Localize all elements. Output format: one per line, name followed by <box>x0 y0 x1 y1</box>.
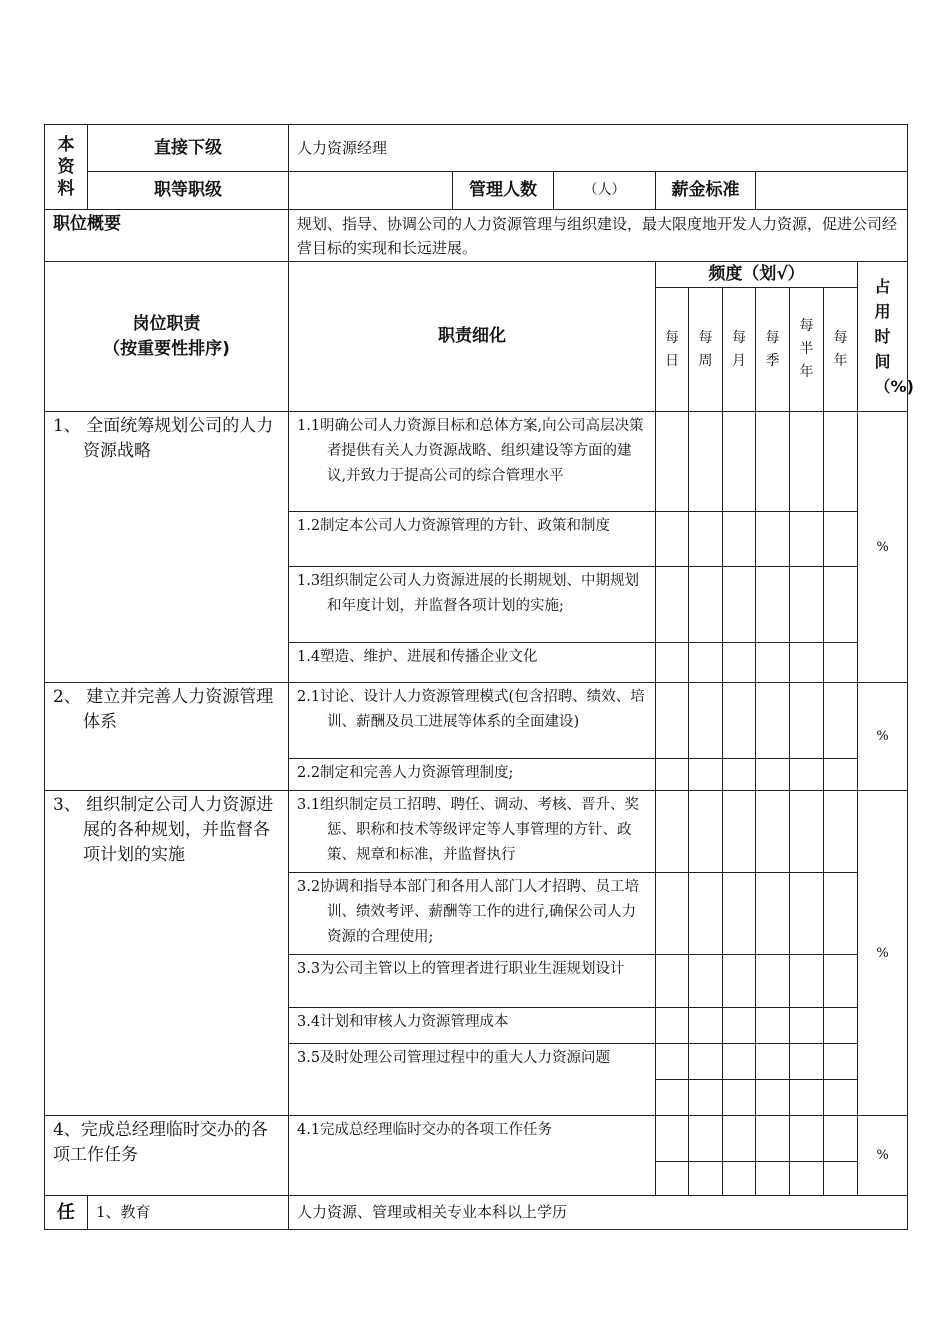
duty-2-title: 2、 建立并完善人力资源管理体系 <box>45 683 289 791</box>
freq-cell[interactable] <box>656 643 689 683</box>
freq-cell[interactable] <box>723 412 756 512</box>
freq-cell[interactable] <box>790 873 824 955</box>
duty-1-detail-1: 1.1明确公司人力资源目标和总体方案,向公司高层决策者提供有关人力资源战略、组织建设等方面的建议,并致力于提高公司的综合管理水平 <box>289 412 656 512</box>
duty-4-title: 4、完成总经理临时交办的各项工作任务 <box>45 1116 289 1196</box>
freq-cell[interactable] <box>689 683 723 759</box>
freq-cell[interactable] <box>656 1044 689 1080</box>
freq-cell[interactable] <box>790 512 824 567</box>
freq-cell[interactable] <box>790 791 824 873</box>
freq-halfyear-header: 每半年 <box>790 288 824 412</box>
freq-cell[interactable] <box>824 643 858 683</box>
freq-cell[interactable] <box>824 1080 858 1116</box>
freq-cell[interactable] <box>790 1162 824 1196</box>
freq-cell[interactable] <box>790 955 824 1008</box>
freq-cell[interactable] <box>790 1116 824 1162</box>
duty-4-percent[interactable]: % <box>858 1116 908 1196</box>
duty-2-detail-2: 2.2制定和完善人力资源管理制度; <box>289 759 656 791</box>
freq-cell[interactable] <box>723 1044 756 1080</box>
freq-cell[interactable] <box>824 683 858 759</box>
duty-column-subtitle: （按重要性排序) <box>103 338 230 359</box>
job-description-table <box>44 124 914 1230</box>
freq-cell[interactable] <box>656 955 689 1008</box>
education-value: 人力资源、管理或相关专业本科以上学历 <box>289 1196 908 1230</box>
freq-cell[interactable] <box>756 759 790 791</box>
salary-label: 薪金标准 <box>656 172 756 210</box>
freq-cell[interactable] <box>824 759 858 791</box>
grade-value <box>289 172 453 210</box>
freq-cell[interactable] <box>656 512 689 567</box>
freq-cell[interactable] <box>790 1008 824 1044</box>
qualification-side-label: 任 <box>45 1196 88 1230</box>
freq-cell[interactable] <box>723 759 756 791</box>
duty-1-detail-4: 1.4塑造、维护、进展和传播企业文化 <box>289 643 656 683</box>
freq-cell[interactable] <box>824 1116 858 1162</box>
freq-cell[interactable] <box>756 643 790 683</box>
freq-cell[interactable] <box>689 1044 723 1080</box>
freq-cell[interactable] <box>790 1080 824 1116</box>
freq-cell[interactable] <box>723 643 756 683</box>
freq-cell[interactable] <box>689 1008 723 1044</box>
freq-cell[interactable] <box>656 759 689 791</box>
duty-column-title: 岗位职责 <box>132 313 201 334</box>
freq-cell[interactable] <box>723 1116 756 1162</box>
freq-cell[interactable] <box>824 1044 858 1080</box>
freq-cell[interactable] <box>723 567 756 643</box>
freq-cell[interactable] <box>824 955 858 1008</box>
detail-column-header: 职责细化 <box>289 262 656 412</box>
duty-3-detail-5: 3.5及时处理公司管理过程中的重大人力资源问题 <box>289 1044 656 1116</box>
duty-3-title: 3、 组织制定公司人力资源进展的各种规划，并监督各项计划的实施 <box>45 791 289 1116</box>
freq-cell[interactable] <box>824 791 858 873</box>
duty-1-detail-2: 1.2制定本公司人力资源管理的方针、政策和制度 <box>289 512 656 567</box>
freq-cell[interactable] <box>723 512 756 567</box>
freq-cell[interactable] <box>689 1162 723 1196</box>
freq-cell[interactable] <box>824 412 858 512</box>
freq-cell[interactable] <box>790 1044 824 1080</box>
freq-cell[interactable] <box>689 567 723 643</box>
duty-1-detail-3: 1.3组织制定公司人力资源进展的长期规划、中期规划和年度计划，并监督各项计划的实施; <box>289 567 656 643</box>
freq-cell[interactable] <box>656 1162 689 1196</box>
freq-cell[interactable] <box>790 683 824 759</box>
freq-cell[interactable] <box>756 873 790 955</box>
duty-column-header <box>45 262 289 412</box>
freq-cell[interactable] <box>689 791 723 873</box>
freq-cell[interactable] <box>656 683 689 759</box>
freq-cell[interactable] <box>756 1044 790 1080</box>
freq-cell[interactable] <box>756 412 790 512</box>
freq-cell[interactable] <box>656 412 689 512</box>
duty-3-detail-2: 3.2协调和指导本部门和各用人部门人才招聘、员工培训、绩效考评、薪酬等工作的进行,确保公司人力资源的合理使用; <box>289 873 656 955</box>
freq-weekly-header: 每周 <box>689 288 723 412</box>
freq-cell[interactable] <box>689 512 723 567</box>
duty-3-detail-3: 3.3为公司主管以上的管理者进行职业生涯规划设计 <box>289 955 656 1008</box>
duty-3-percent[interactable]: % <box>858 791 908 1116</box>
freq-cell[interactable] <box>756 955 790 1008</box>
duty-2-detail-1: 2.1讨论、设计人力资源管理模式(包含招聘、绩效、培训、薪酬及员工进展等体系的全面建设) <box>289 683 656 759</box>
freq-cell[interactable] <box>723 1080 756 1116</box>
freq-cell[interactable] <box>723 873 756 955</box>
freq-monthly-header: 每月 <box>723 288 756 412</box>
freq-cell[interactable] <box>723 1008 756 1044</box>
duty-3-detail-1: 3.1组织制定员工招聘、聘任、调动、考核、晋升、奖惩、职称和技术等级评定等人事管理的方针、政策、规章和标准，并监督执行 <box>289 791 656 873</box>
freq-cell[interactable] <box>723 683 756 759</box>
freq-cell[interactable] <box>756 683 790 759</box>
duty-2-percent[interactable]: % <box>858 683 908 791</box>
freq-cell[interactable] <box>656 1116 689 1162</box>
headcount-unit: （人） <box>554 172 656 210</box>
freq-cell[interactable] <box>756 512 790 567</box>
freq-cell[interactable] <box>689 643 723 683</box>
summary-text: 规划、指导、协调公司的人力资源管理与组织建设，最大限度地开发人力资源，促进公司经营目标的实现和长远进展。 <box>289 210 908 262</box>
freq-cell[interactable] <box>723 1162 756 1196</box>
freq-cell[interactable] <box>689 873 723 955</box>
freq-cell[interactable] <box>756 1080 790 1116</box>
freq-cell[interactable] <box>723 955 756 1008</box>
freq-cell[interactable] <box>790 567 824 643</box>
freq-cell[interactable] <box>756 1162 790 1196</box>
time-column-header: 占用时间（%) <box>858 262 908 412</box>
freq-cell[interactable] <box>656 1008 689 1044</box>
grade-label: 职等职级 <box>88 172 289 210</box>
subordinate-label: 直接下级 <box>88 125 289 172</box>
freq-cell[interactable] <box>790 759 824 791</box>
freq-cell[interactable] <box>656 567 689 643</box>
basic-info-side-label: 本资料 <box>45 125 88 210</box>
subordinate-value: 人力资源经理 <box>289 125 908 172</box>
freq-cell[interactable] <box>656 873 689 955</box>
freq-cell[interactable] <box>756 791 790 873</box>
freq-cell[interactable] <box>790 412 824 512</box>
freq-cell[interactable] <box>689 759 723 791</box>
freq-yearly-header: 每年 <box>824 288 858 412</box>
freq-cell[interactable] <box>824 873 858 955</box>
duty-3-detail-4: 3.4计划和审核人力资源管理成本 <box>289 1008 656 1044</box>
summary-label: 职位概要 <box>45 210 289 262</box>
freq-cell[interactable] <box>689 1080 723 1116</box>
freq-cell[interactable] <box>824 1008 858 1044</box>
salary-value <box>756 172 908 210</box>
duty-4-detail-1: 4.1完成总经理临时交办的各项工作任务 <box>289 1116 656 1196</box>
duty-1-title: 1、 全面统筹规划公司的人力资源战略 <box>45 412 289 683</box>
freq-cell[interactable] <box>756 567 790 643</box>
freq-cell[interactable] <box>656 791 689 873</box>
headcount-label: 管理人数 <box>453 172 554 210</box>
freq-cell[interactable] <box>824 567 858 643</box>
freq-quarterly-header: 每季 <box>756 288 790 412</box>
frequency-header: 频度（划√） <box>656 262 858 288</box>
freq-cell[interactable] <box>824 1162 858 1196</box>
freq-cell[interactable] <box>689 955 723 1008</box>
freq-cell[interactable] <box>656 1080 689 1116</box>
freq-daily-header: 每日 <box>656 288 689 412</box>
freq-cell[interactable] <box>689 412 723 512</box>
freq-cell[interactable] <box>756 1008 790 1044</box>
freq-cell[interactable] <box>689 1116 723 1162</box>
duty-1-percent[interactable]: % <box>858 412 908 683</box>
freq-cell[interactable] <box>756 1116 790 1162</box>
education-label: 1、教育 <box>88 1196 289 1230</box>
freq-cell[interactable] <box>723 791 756 873</box>
freq-cell[interactable] <box>824 512 858 567</box>
freq-cell[interactable] <box>790 643 824 683</box>
